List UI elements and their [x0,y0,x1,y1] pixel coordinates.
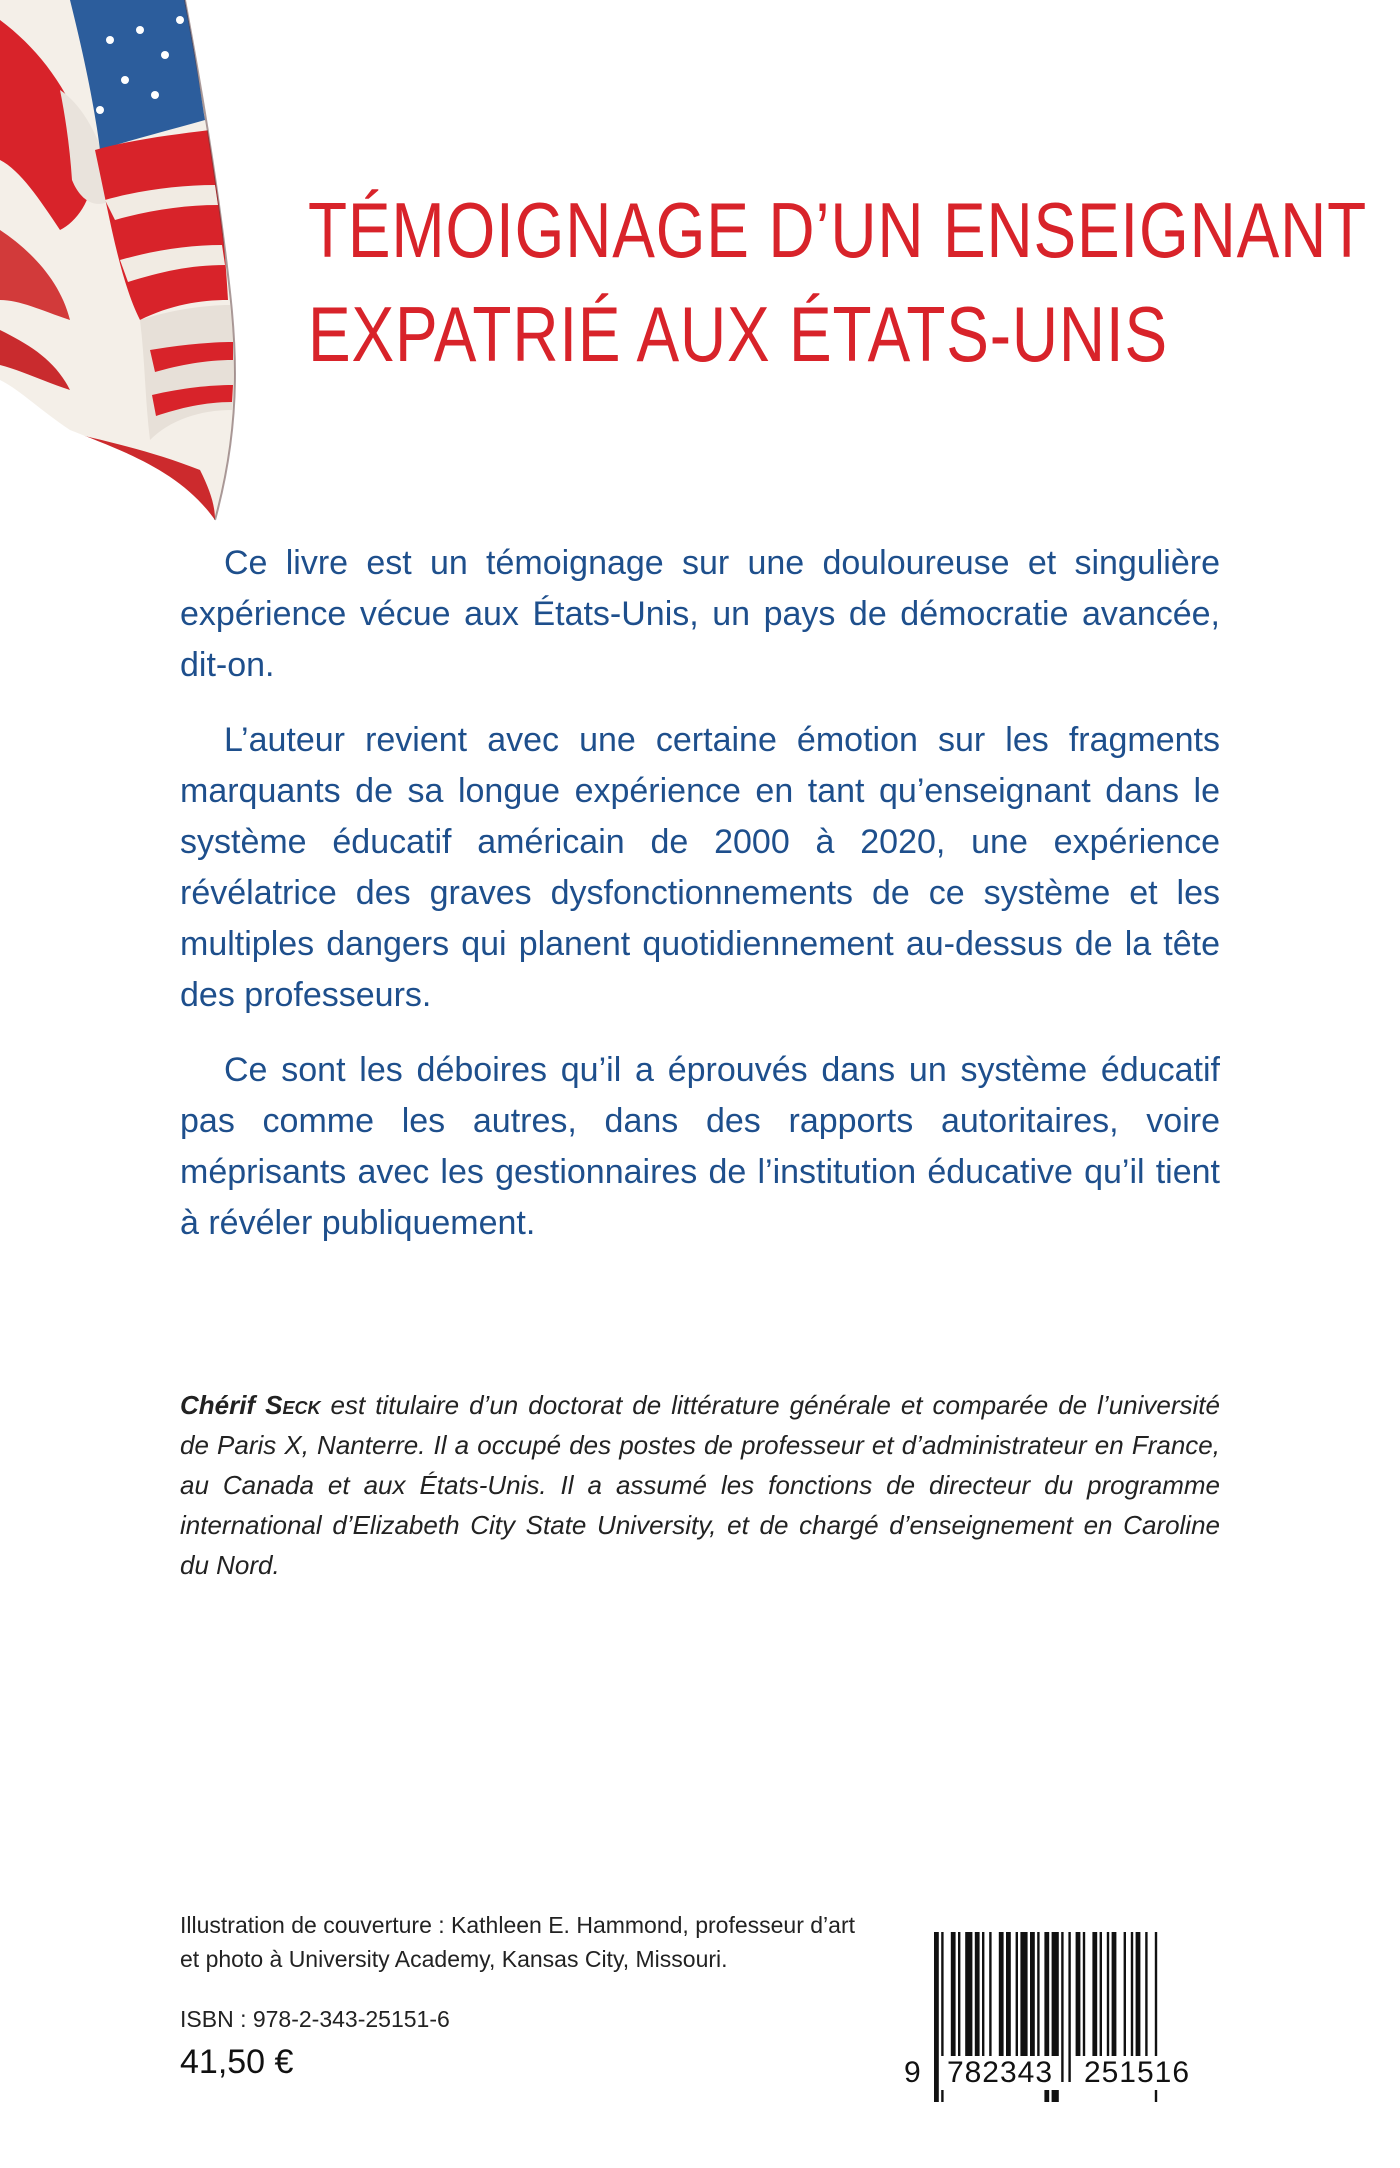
barcode-left-group: 782343 [940,2056,1060,2090]
barcode-digits [904,2048,1212,2094]
american-flag-illustration [0,0,260,540]
price: 41,50 € [180,2043,294,2081]
summary-paragraph-2: L’auteur revient avec une certaine émotion sur les fragments marquants de sa longue expérience en tant qu’enseignant dans le système éducatif américain de 2000 à 2020, une expérience révélatrice des graves dysfonctionnements de ce système et les multiples dangers qui planent quotidiennement au-dessus de la tête des professeurs. [180,721,1220,1014]
book-summary [180,538,1220,1273]
author-last-name: Seck [265,1390,321,1420]
title-line-2: EXPATRIÉ AUX ÉTATS-UNIS [308,290,1168,378]
author-bio [180,1385,1220,1585]
summary-paragraph-1: Ce livre est un témoignage sur une douloureuse et singulière expérience vécue aux États-Unis, un pays de démocratie avancée, dit-on. [180,544,1220,684]
barcode-right-group: 251516 [1074,2056,1200,2090]
book-title [308,178,1367,386]
summary-paragraph-3: Ce sont les déboires qu’il a éprouvés dans un système éducatif pas comme les autres, dans des rapports autoritaires, voire méprisants avec les gestionnaires de l’institution éducative qu’il tient à révéler publiquement. [180,1051,1220,1242]
barcode-first-digit: 9 [904,2056,921,2089]
author-bio-text: est titulaire d’un doctorat de littérature générale et comparée de l’université de Paris X, Nanterre. Il a occupé des postes de professeur et d’administrateur en France, au Canada et aux États-Unis. Il a assumé les fonctions de directeur du programme international d’Elizabeth City State University, et de chargé d’enseignement en Caroline du Nord. [180,1390,1220,1580]
isbn: ISBN : 978-2-343-25151-6 [180,2006,450,2032]
title-line-1: TÉMOIGNAGE D’UN ENSEIGNANT [308,186,1367,274]
cover-illustration-credit: Illustration de couverture : Kathleen E. Hammond, professeur d’art et photo à University Academy, Kansas City, Missouri. [180,1912,856,1972]
author-first-name: Chérif [180,1390,256,1420]
